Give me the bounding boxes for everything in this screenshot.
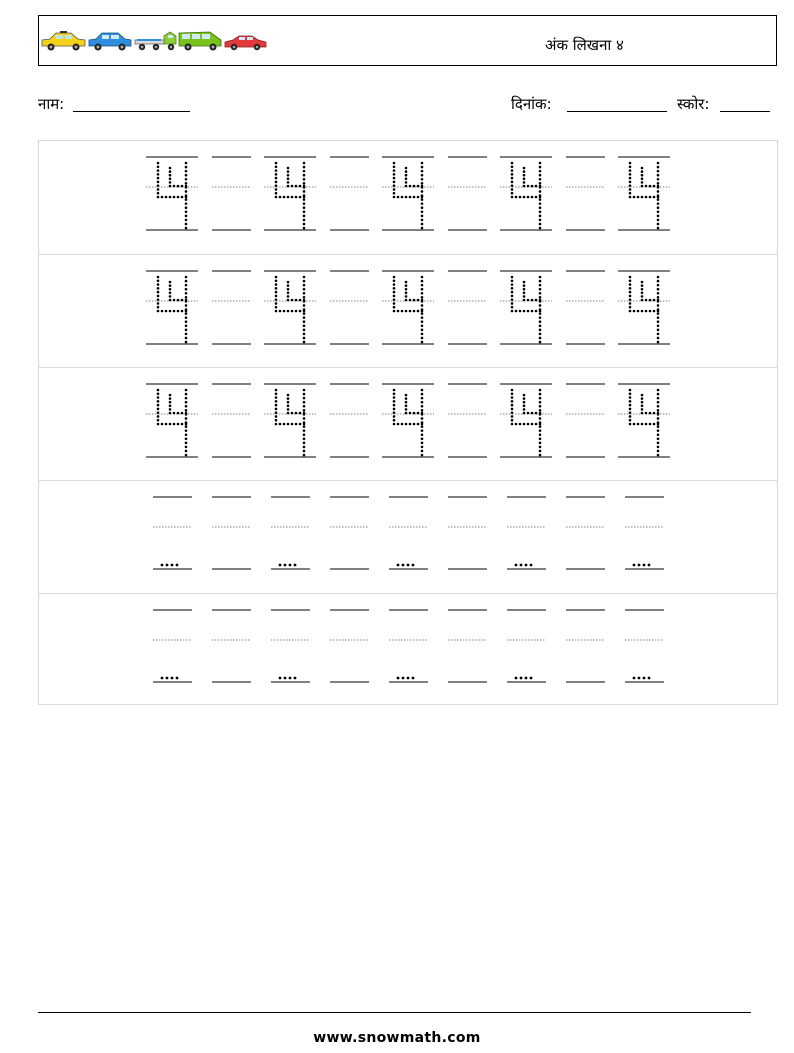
green-van-icon [179,32,221,51]
dot-marker [397,677,415,680]
traced-digit-4 [275,162,306,230]
yellow-taxi-icon [42,31,85,51]
traced-practice-row [39,254,777,368]
traced-digit-4 [511,276,542,344]
dot-marker [279,677,297,680]
date-field[interactable] [567,111,667,112]
dot-marker [161,677,179,680]
score-label: स्कोर: [677,95,710,113]
traced-digit-4 [393,389,424,457]
row-guides [39,594,777,707]
row-guides [39,481,777,594]
dot-marker [161,564,179,567]
traced-digit-4 [275,276,306,344]
dot-marker [279,564,297,567]
blank-practice-row [39,480,777,594]
dot-marker [633,564,651,567]
date-label: दिनांक: [511,95,552,113]
blue-car-icon [89,33,131,51]
traced-digit-4 [157,162,188,230]
traced-digit-4 [157,389,188,457]
traced-practice-row [39,141,777,254]
worksheet-title: अंक लिखना ४ [545,36,624,54]
row-guides [39,255,777,368]
name-label: नाम: [38,95,65,113]
footer-url: www.snowmath.com [313,1030,481,1046]
blank-practice-row [39,593,777,707]
row-guides [39,141,777,254]
row-guides [39,368,777,481]
traced-digit-4 [629,162,660,230]
cars-illustration [41,30,271,52]
score-field[interactable] [720,111,770,112]
header-box [38,15,777,66]
dot-marker [515,677,533,680]
traced-digit-4 [511,389,542,457]
flatbed-truck-icon [135,32,176,50]
traced-digit-4 [157,276,188,344]
dot-marker [633,677,651,680]
traced-digit-4 [393,162,424,230]
footer-rule [38,1012,751,1013]
traced-digit-4 [275,389,306,457]
traced-digit-4 [393,276,424,344]
dot-marker [515,564,533,567]
name-field[interactable] [73,111,190,112]
traced-practice-row [39,367,777,481]
red-car-icon [225,36,266,50]
traced-digit-4 [511,162,542,230]
traced-digit-4 [629,276,660,344]
traced-digit-4 [629,389,660,457]
practice-grid [38,140,778,705]
dot-marker [397,564,415,567]
